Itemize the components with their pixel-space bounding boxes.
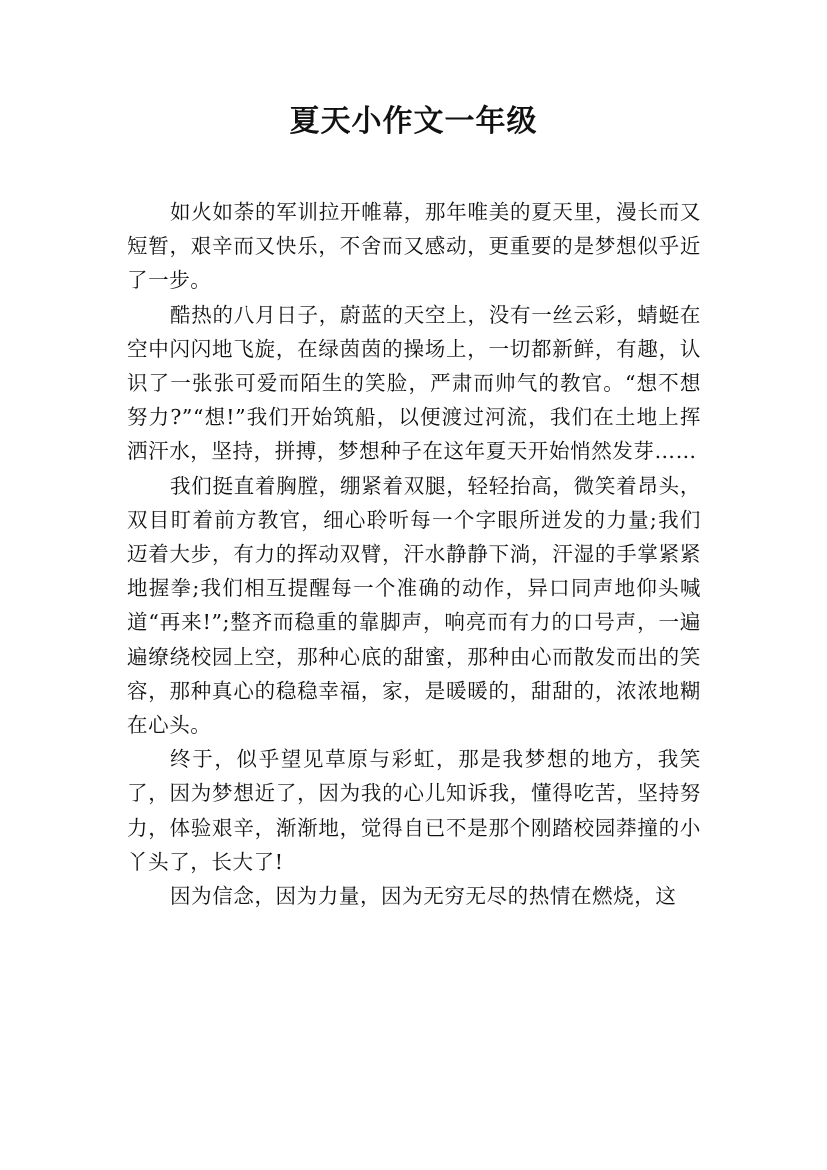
paragraph: 终于，似乎望见草原与彩虹，那是我梦想的地方，我笑了，因为梦想近了，因为我的心儿知诉我，懂得吃苦，坚持努力，体验艰辛，渐渐地，觉得自已不是那个刚踏校园莽撞的小丫头了，长大了!	[127, 747, 701, 874]
paragraph: 我们挺直着胸膛，绷紧着双腿，轻轻抬高，微笑着昂头，双目盯着前方教官，细心聆听每一个字眼所迸发的力量;我们迈着大步，有力的挥动双臂，汗水静静下淌，汗湿的手掌紧紧地握拳;我们相互提醒每一个准确的动作，异口同声地仰头喊道“再来!”;整齐而稳重的靠脚声，响亮而有力的口号声，一遍遍缭绕校园上空，那种心底的甜蜜，那种由心而散发而出的笑容，那种真心的稳稳幸福，家，是暖暖的，甜甜的，浓浓地糊在心头。	[127, 473, 701, 738]
document-body	[127, 195, 701, 913]
paragraph: 酷热的八月日子，蔚蓝的天空上，没有一丝云彩，蜻蜓在空中闪闪地飞旋，在绿茵茵的操场上，一切都新鲜，有趣，认识了一张张可爱而陌生的笑脸，严肃而帅气的教官。“想不想努力?”“想!”我们开始筑船，以便渡过河流，我们在土地上挥洒汗水，坚持，拼搏，梦想种子在这年夏天开始悄然发芽……	[127, 302, 701, 464]
document-title: 夏天小作文一年级	[289, 104, 538, 139]
paragraph: 如火如荼的军训拉开帷幕，那年唯美的夏天里，漫长而又短暂，艰辛而又快乐，不舍而又感动，更重要的是梦想似乎近了一步。	[127, 200, 701, 293]
paragraph: 因为信念，因为力量，因为无穷无尽的热情在燃烧，这	[170, 884, 677, 909]
